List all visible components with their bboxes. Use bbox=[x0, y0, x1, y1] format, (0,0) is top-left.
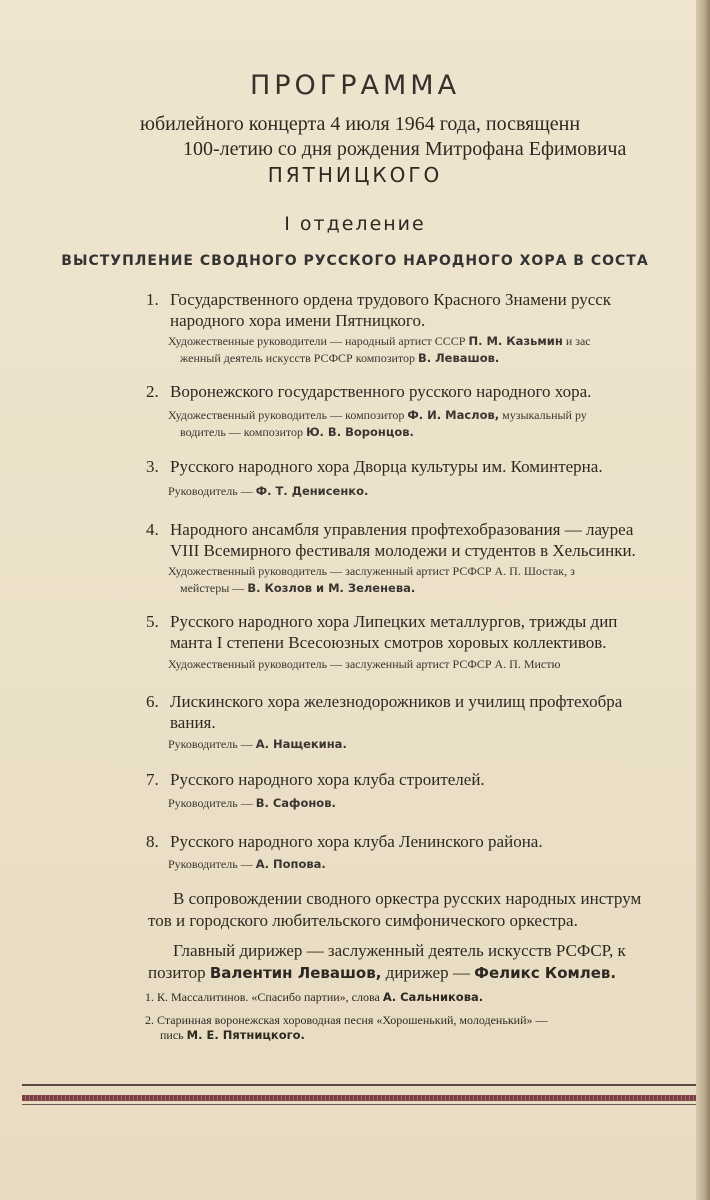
director-text: женный деятель искусств РСФСР композитор bbox=[180, 351, 418, 365]
item-text: Русского народного хора клуба Ленинского района. bbox=[170, 832, 543, 851]
item-number: 7. bbox=[146, 770, 159, 789]
conductor-line-2 bbox=[148, 962, 616, 984]
director-name: Ф. И. Маслов, bbox=[407, 408, 500, 422]
director-name: В. Левашов. bbox=[417, 351, 500, 365]
item-number: 3. bbox=[146, 457, 159, 476]
subtitle-line-2: 100-летию со дня рождения Митрофана Ефимовича bbox=[183, 138, 627, 160]
item-text: Русского народного хора Дворца культуры им. Коминтерна. bbox=[170, 457, 603, 476]
section-title: I отделение bbox=[284, 213, 426, 235]
item-number: 1. bbox=[146, 290, 159, 309]
director-text: Руководитель — bbox=[168, 737, 256, 751]
list-item bbox=[146, 769, 485, 790]
director-text: водитель — композитор bbox=[180, 425, 307, 439]
director-text: и зас bbox=[562, 334, 591, 348]
item-directors bbox=[168, 656, 560, 673]
song-item bbox=[145, 990, 483, 1005]
item-text-continued: VIII Всемирного фестиваля молодежи и студентов в Хельсинки. bbox=[170, 541, 636, 560]
item-text: Русского народного хора клуба строителей. bbox=[170, 770, 485, 789]
honoree-name: ПЯТНИЦКОГО bbox=[267, 163, 443, 187]
list-item bbox=[146, 519, 636, 561]
list-item bbox=[146, 831, 543, 852]
director-text: Художественный руководитель — заслуженный артист РСФСР А. П. Шостак, з bbox=[168, 564, 575, 578]
director-text: Художественный руководитель — заслуженный артист РСФСР А. П. Мистю bbox=[168, 657, 561, 671]
accompaniment-line-2: тов и городского любительского симфонического оркестра. bbox=[148, 911, 578, 930]
song-author: М. Е. Пятницкого. bbox=[186, 1028, 305, 1042]
list-item bbox=[146, 289, 611, 331]
item-directors bbox=[168, 736, 347, 753]
song-number: 2. bbox=[145, 1013, 154, 1027]
list-item bbox=[146, 611, 617, 653]
director-text: Художественные руководители — народный артист СССР bbox=[168, 334, 469, 348]
director-text: Художественный руководитель — композитор bbox=[168, 408, 408, 422]
director-text: мейстеры — bbox=[180, 581, 248, 595]
divider-band bbox=[22, 1095, 710, 1101]
item-text: Воронежского государственного русского народного хора. bbox=[170, 382, 592, 401]
director-name: В. Сафонов. bbox=[255, 796, 336, 810]
item-number: 2. bbox=[146, 382, 159, 401]
item-number: 5. bbox=[146, 612, 159, 631]
list-item bbox=[146, 381, 591, 402]
conductor-name: Феликс Комлев. bbox=[474, 964, 617, 982]
conductor-text: позитор bbox=[148, 963, 210, 982]
item-directors bbox=[168, 795, 336, 812]
conductor-name: Валентин Левашов, bbox=[209, 964, 382, 982]
divider-rule bbox=[22, 1084, 710, 1086]
subtitle-line-1: юбилейного концерта 4 июля 1964 года, посвященн bbox=[140, 113, 581, 135]
item-text-continued: вания. bbox=[170, 713, 216, 732]
director-name: А. Нащекина. bbox=[255, 737, 347, 751]
song-text: К. Массалитинов. «Спасибо партии», слова bbox=[157, 990, 383, 1004]
director-name: А. Попова. bbox=[255, 857, 326, 871]
item-directors bbox=[168, 333, 591, 367]
director-name: Ю. В. Воронцов. bbox=[306, 425, 414, 439]
director-text: Руководитель — bbox=[168, 857, 256, 871]
item-number: 8. bbox=[146, 832, 159, 851]
song-text: Старинная воронежская хороводная песня «Хорошенький, молоденький» — bbox=[157, 1013, 548, 1027]
item-text: Государственного ордена трудового Красного Знамени русск bbox=[170, 290, 612, 309]
item-directors bbox=[168, 563, 575, 597]
accompaniment-line-1: В сопровождении сводного оркестра русских народных инструм bbox=[173, 889, 642, 908]
director-name: П. М. Казьмин bbox=[468, 334, 563, 348]
item-text: Русского народного хора Липецких металлургов, трижды дип bbox=[170, 612, 618, 631]
conductor-text: дирижер — bbox=[381, 963, 475, 982]
item-directors bbox=[168, 407, 587, 441]
item-text-continued: народного хора имени Пятницкого. bbox=[170, 311, 426, 330]
list-item bbox=[146, 456, 603, 477]
book-spine-edge bbox=[696, 0, 710, 1200]
song-item bbox=[145, 1013, 548, 1043]
director-text: Руководитель — bbox=[168, 796, 256, 810]
director-name: Ф. Т. Денисенко. bbox=[255, 484, 369, 498]
item-text-continued: манта I степени Всесоюзных смотров хоровых коллективов. bbox=[170, 633, 607, 652]
item-text: Лискинского хора железнодорожников и училищ профтехобра bbox=[170, 692, 623, 711]
program-title: ПРОГРАММА bbox=[249, 70, 461, 101]
director-name: В. Козлов и М. Зеленева. bbox=[247, 581, 416, 595]
director-text: музыкальный ру bbox=[499, 408, 587, 422]
item-number: 4. bbox=[146, 520, 159, 539]
intro-heading: ВЫСТУПЛЕНИЕ СВОДНОГО РУССКОГО НАРОДНОГО ХОРА В СОСТА bbox=[61, 253, 649, 269]
item-directors bbox=[168, 483, 368, 500]
divider-rule bbox=[22, 1104, 710, 1105]
item-directors bbox=[168, 856, 326, 873]
song-text: пись bbox=[160, 1028, 187, 1042]
item-text: Народного ансамбля управления профтехобразования — лауреа bbox=[170, 520, 634, 539]
song-author: А. Сальникова. bbox=[382, 990, 484, 1004]
list-item bbox=[146, 691, 622, 733]
director-text: Руководитель — bbox=[168, 484, 256, 498]
conductor-line-1: Главный дирижер — заслуженный деятель искусств РСФСР, к bbox=[173, 941, 626, 960]
item-number: 6. bbox=[146, 692, 159, 711]
song-number: 1. bbox=[145, 990, 154, 1004]
